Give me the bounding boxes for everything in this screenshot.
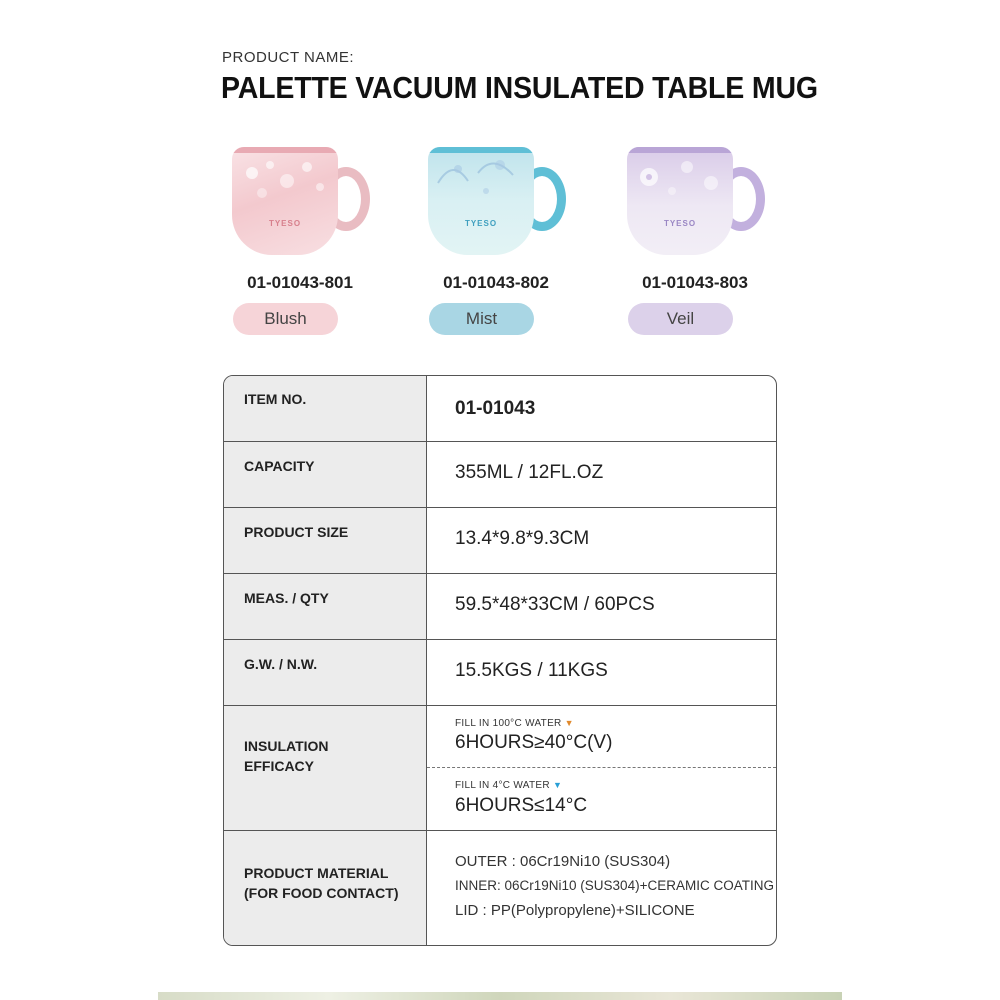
blue-triangle-icon: ▼ bbox=[552, 780, 563, 790]
material-lid: LID : PP(Polypropylene)+SILICONE bbox=[455, 902, 695, 919]
mug-brand-label: TYESO bbox=[464, 219, 498, 228]
spec-value: 59.5*48*33CM / 60PCS bbox=[455, 594, 655, 615]
cold-water-caption: FILL IN 4°C WATER ▼ bbox=[455, 780, 563, 791]
spec-label: CAPACITY bbox=[244, 458, 315, 474]
hot-water-caption: FILL IN 100°C WATER ▼ bbox=[455, 718, 574, 729]
mug-image-mist bbox=[406, 143, 586, 263]
variant-code: 01-01043-803 bbox=[642, 273, 748, 292]
spec-row-gw-nw bbox=[224, 640, 776, 706]
dashed-divider bbox=[427, 767, 776, 768]
product-name-label: PRODUCT NAME: bbox=[222, 49, 355, 66]
material-outer: OUTER : 06Cr19Ni10 (SUS304) bbox=[455, 853, 671, 870]
hot-water-value: 6HOURS≥40°C(V) bbox=[455, 732, 613, 753]
spec-row-insulation bbox=[224, 706, 776, 831]
mug-brand-label: TYESO bbox=[268, 219, 302, 228]
mug-brand-label: TYESO bbox=[663, 219, 697, 228]
orange-triangle-icon: ▼ bbox=[564, 718, 574, 728]
color-name-pill: Mist bbox=[429, 303, 534, 335]
spec-row-meas-qty bbox=[224, 574, 776, 640]
material-inner: INNER: 06Cr19Ni10 (SUS304)+CERAMIC COATING bbox=[455, 878, 774, 893]
spec-label: (FOR FOOD CONTACT) bbox=[244, 885, 399, 901]
spec-label: PRODUCT MATERIAL bbox=[244, 865, 389, 881]
mug-image-blush bbox=[210, 143, 390, 263]
color-name-pill: Veil bbox=[628, 303, 733, 335]
bottom-photo-strip bbox=[158, 992, 842, 1000]
spec-row-item-no bbox=[224, 376, 776, 442]
spec-value: 01-01043 bbox=[455, 398, 536, 419]
spec-row-material bbox=[224, 831, 776, 946]
spec-label: G.W. / N.W. bbox=[244, 656, 318, 672]
mug-image-veil bbox=[605, 143, 785, 263]
spec-value: 15.5KGS / 11KGS bbox=[455, 660, 608, 681]
cold-water-value: 6HOURS≤14°C bbox=[455, 795, 588, 816]
spec-label: EFFICACY bbox=[244, 758, 314, 774]
spec-row-product-size bbox=[224, 508, 776, 574]
spec-table bbox=[223, 375, 777, 946]
spec-label: MEAS. / QTY bbox=[244, 590, 329, 606]
spec-label: INSULATION bbox=[244, 738, 329, 754]
variant-code: 01-01043-802 bbox=[443, 273, 549, 292]
spec-label: ITEM NO. bbox=[244, 391, 307, 407]
spec-value: 13.4*9.8*9.3CM bbox=[455, 528, 590, 549]
color-name-pill: Blush bbox=[233, 303, 338, 335]
spec-value: 355ML / 12FL.OZ bbox=[455, 462, 604, 483]
variant-code: 01-01043-801 bbox=[247, 273, 353, 292]
spec-row-capacity bbox=[224, 442, 776, 508]
spec-label: PRODUCT SIZE bbox=[244, 524, 349, 540]
page-title: PALETTE VACUUM INSULATED TABLE MUG bbox=[221, 70, 818, 105]
